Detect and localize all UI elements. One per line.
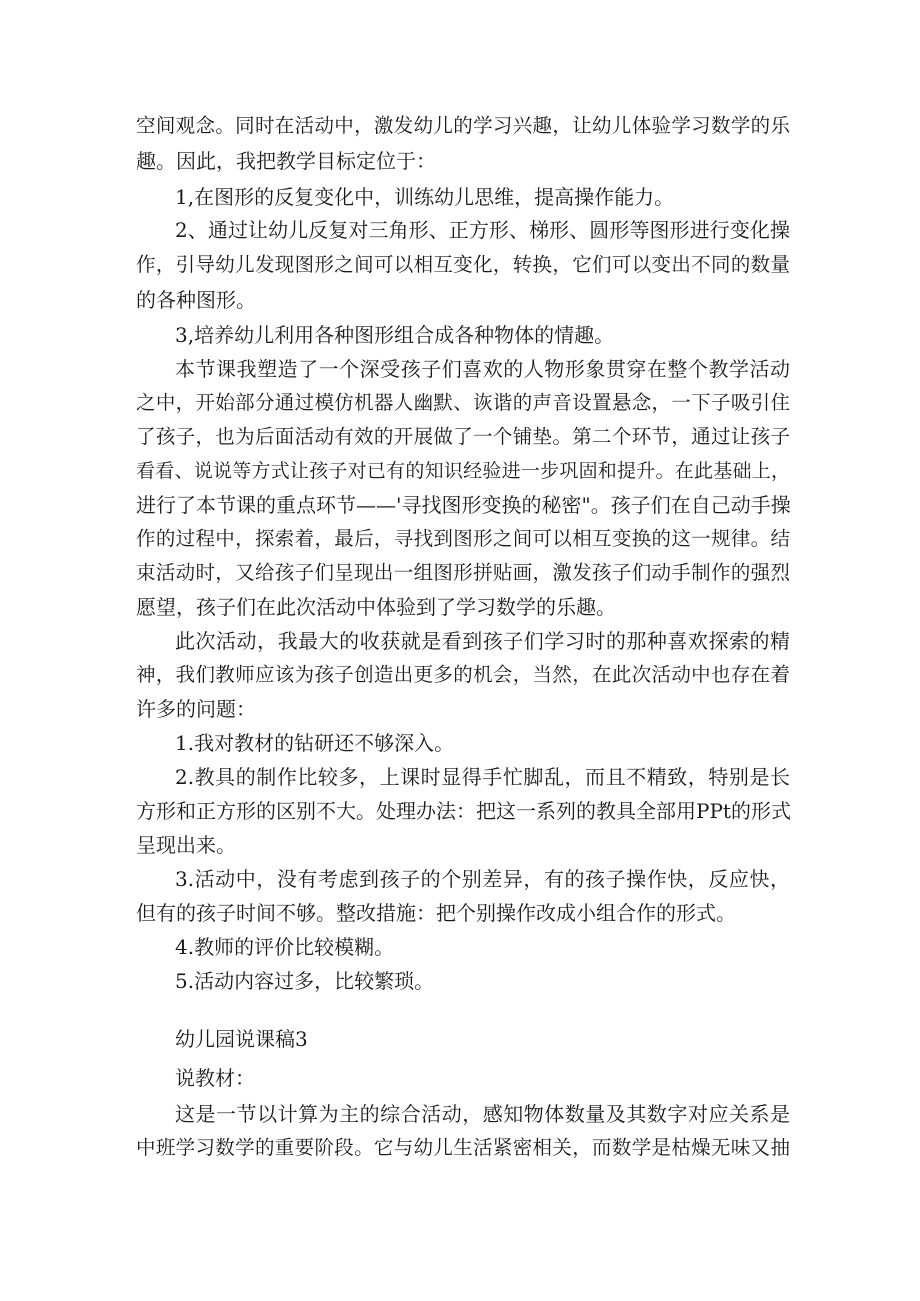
text-line: 进行了本节课的重点环节——'寻找图形变换的秘密"。孩子们在自己动手操 — [136, 493, 791, 517]
text-line: 空间观念。同时在活动中，激发幼儿的学习兴趣，让幼儿体验学习数学的乐 — [136, 114, 790, 137]
text-line: 束活动时，又给孩子们呈现出一组图形拼贴画，激发孩子们动手制作的强烈 — [136, 561, 790, 584]
text-line: 方形和正方形的区别不大。处理办法：把这一系列的教具全部用PPt的形式 — [136, 799, 791, 823]
text-line: 的各种图形。 — [136, 288, 256, 312]
section-title: 幼儿园说课稿3 — [175, 1027, 308, 1051]
list-item: 1.我对教材的钻研还不够深入。 — [175, 731, 455, 755]
text-line: 许多的问题： — [136, 697, 256, 721]
text-line: 愿望，孩子们在此次活动中体验到了学习数学的乐趣。 — [136, 595, 616, 619]
paragraph-start: 这是一节以计算为主的综合活动，感知物体数量及其数字对应关系是 — [175, 1102, 790, 1126]
text-line: 趣。因此，我把教学目标定位于： — [136, 149, 436, 173]
text-line: 但有的孩子时间不够。整改措施：把个别操作改成小组合作的形式。 — [136, 901, 736, 925]
list-item: 2、通过让幼儿反复对三角形、正方形、梯形、圆形等图形进行变化操 — [175, 218, 790, 242]
section-heading: 说教材： — [175, 1066, 255, 1090]
text-line: 作，引导幼儿发现图形之间可以相互变化，转换，它们可以变出不同的数量 — [136, 253, 790, 276]
list-item: 4.教师的评价比较模糊。 — [175, 935, 395, 959]
text-line: 呈现出来。 — [136, 833, 236, 857]
paragraph-start: 本节课我塑造了一个深受孩子们喜欢的人物形象贯穿在整个教学活动 — [175, 357, 790, 381]
list-item: 2.教具的制作比较多，上课时显得手忙脚乱，而且不精致，特别是长 — [175, 765, 790, 789]
text-line: 了孩子，也为后面活动有效的开展做了一个铺垫。第二个环节，通过让孩子 — [136, 425, 790, 448]
text-line: 之中，开始部分通过模仿机器人幽默、诙谐的声音设置悬念，一下子吸引住 — [136, 391, 790, 414]
list-item: 1,在图形的反复变化中，训练幼儿思维，提高操作能力。 — [175, 185, 675, 209]
text-line: 神，我们教师应该为孩子创造出更多的机会，当然，在此次活动中也存在着 — [136, 663, 790, 686]
text-line: 作的过程中，探索着，最后，寻找到图形之间可以相互变换的这一规律。结 — [136, 527, 790, 550]
paragraph-start: 此次活动，我最大的收获就是看到孩子们学习时的那种喜欢探索的精 — [175, 629, 790, 653]
list-item: 3,培养幼儿利用各种图形组合成各种物体的情趣。 — [175, 323, 615, 347]
text-line: 看看、说说等方式让孩子对已有的知识经验进一步巩固和提升。在此基础上， — [136, 460, 790, 482]
list-item: 3.活动中，没有考虑到孩子的个别差异，有的孩子操作快，反应快， — [175, 867, 790, 891]
text-line: 中班学习数学的重要阶段。它与幼儿生活紧密相关，而数学是枯燥无味又抽 — [136, 1136, 790, 1159]
list-item: 5.活动内容过多，比较繁琐。 — [175, 969, 435, 993]
